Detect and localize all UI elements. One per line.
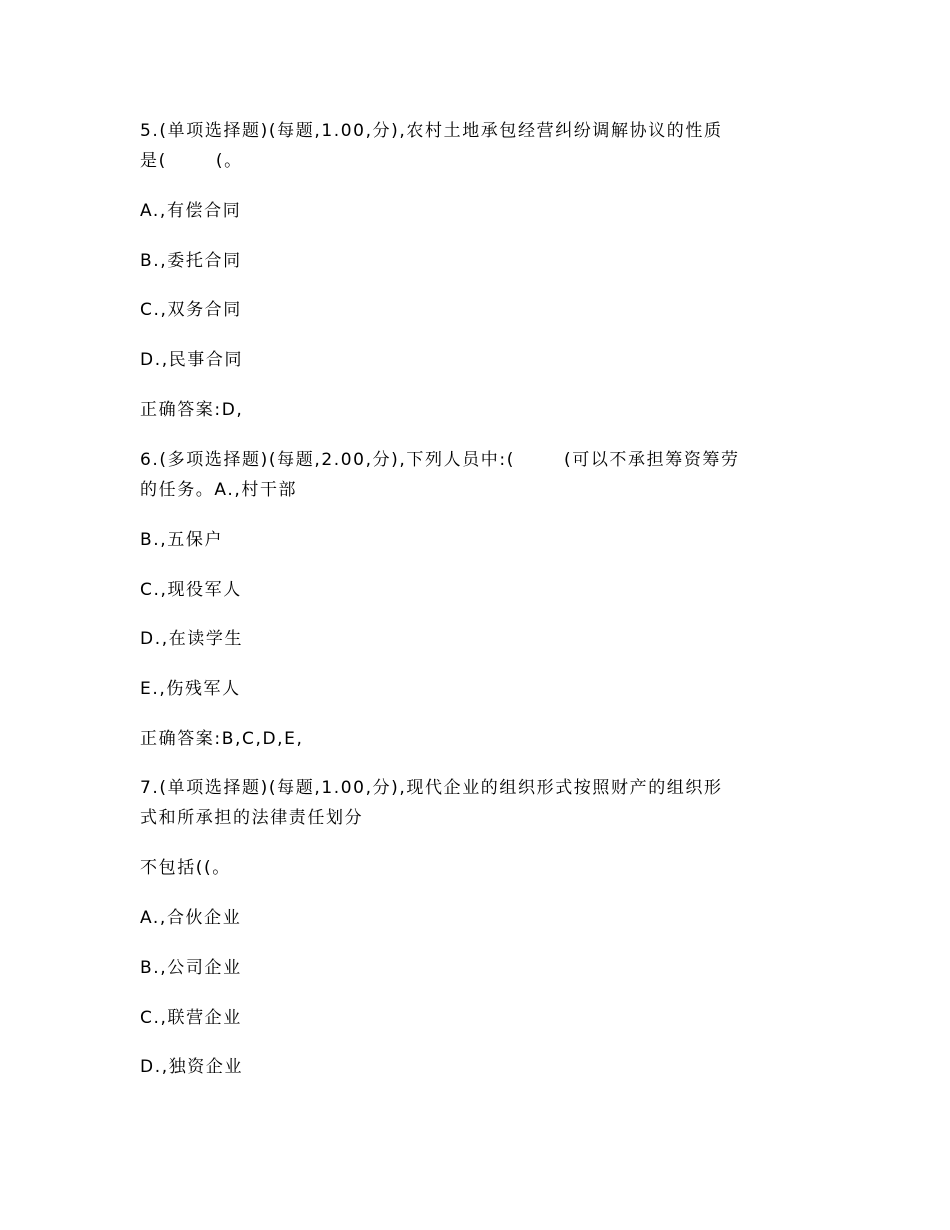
question-6-stem-line-1: 6.(多项选择题)(每题,2.00,分),下列人员中:( (可以不承担筹资筹劳 (140, 450, 740, 470)
question-7-option-b: B.,公司企业 (140, 958, 242, 978)
question-7-stem-line-1: 7.(单项选择题)(每题,1.00,分),现代企业的组织形式按照财产的组织形 (140, 778, 723, 798)
question-6-option-e: E.,伤残军人 (140, 679, 241, 699)
question-6-stem-line-2: 的任务。A.,村干部 (140, 480, 298, 500)
question-7-option-a: A.,合伙企业 (140, 908, 242, 928)
question-5-option-c: C.,双务合同 (140, 300, 242, 320)
question-5-option-a: A.,有偿合同 (140, 201, 242, 221)
question-6-answer: 正确答案:B,C,D,E, (140, 729, 304, 749)
question-7-stem-line-2: 式和所承担的法律责任划分 (140, 808, 364, 828)
question-7-option-c: C.,联营企业 (140, 1008, 242, 1028)
question-6-option-b: B.,五保户 (140, 530, 224, 550)
question-5-option-b: B.,委托合同 (140, 251, 242, 271)
question-7-option-d: D.,独资企业 (140, 1057, 244, 1077)
question-6-option-c: C.,现役军人 (140, 580, 242, 600)
question-5-answer: 正确答案:D, (140, 400, 244, 420)
question-5-stem-line-2: 是( (。 (140, 151, 243, 171)
question-6-option-d: D.,在读学生 (140, 629, 244, 649)
question-5-stem-line-1: 5.(单项选择题)(每题,1.00,分),农村土地承包经营纠纷调解协议的性质 (140, 121, 723, 141)
question-5-option-d: D.,民事合同 (140, 350, 244, 370)
question-7-stem-line-3: 不包括((。 (140, 858, 231, 878)
